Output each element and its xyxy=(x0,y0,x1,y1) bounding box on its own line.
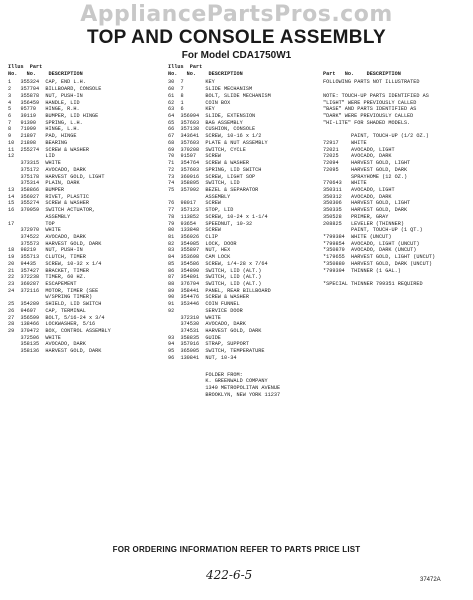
parts-row xyxy=(323,126,471,133)
parts-row: 28 138466 LOCKWASHER, 5/16 xyxy=(8,321,96,328)
parts-row: 77 357123 STOP, LID xyxy=(168,207,234,214)
parts-row: 374522 AVOCADO, DARK xyxy=(8,233,86,240)
document-code: 37472A xyxy=(420,577,441,583)
parts-row: 350311 AVOCADO, LIGHT xyxy=(323,186,395,193)
parts-row: 375573 HARVEST GOLD, DARK xyxy=(8,240,102,247)
parts-row: 375178 HARVEST GOLD, LIGHT xyxy=(8,173,105,180)
parts-row: 374530 AVOCADO, DARK xyxy=(168,321,246,328)
parts-row: "LIGHT" WERE PREVIOUSLY CALLED xyxy=(323,99,417,106)
parts-row: 4 356459 HANDLE, LID xyxy=(8,99,80,106)
parts-row: 95 365005 SWITCH, TEMPERATURE xyxy=(168,348,265,355)
parts-row: 66 357138 CUSHION, CONSOLE xyxy=(168,126,256,133)
parts-row: PAINT, TOUCH-UP (1/2 OZ.) xyxy=(323,133,429,140)
parts-row: *350879 AVOCADO, DARK (UNCUT) xyxy=(323,247,417,254)
parts-row: 72 357603 SPRING, LID SWITCH xyxy=(168,166,262,173)
parts-row: ASSEMBLY xyxy=(8,213,71,220)
parts-row: 15 355274 SCREW & WASHER xyxy=(8,200,89,207)
parts-row: 92 SERVICE DOOR xyxy=(168,307,243,314)
parts-row: 19 355713 CLUTCH, TIMER xyxy=(8,254,86,261)
parts-row: 68 357603 PLATE & NUT ASSEMBLY xyxy=(168,139,268,146)
parts-row: 29 370472 BOX, CONTROL ASSEMBLY xyxy=(8,328,111,335)
parts-row: "DARK" WERE PREVIOUSLY CALLED xyxy=(323,113,414,120)
parts-row: 14 356927 RIVET, PLASTIC xyxy=(8,193,89,200)
parts-row: 60 7 SLIDE MECHANISM xyxy=(168,86,253,93)
parts-row: 87 354891 SWITCH, LID (ALT.) xyxy=(168,274,262,281)
parts-row: 81 356926 CLIP xyxy=(168,233,218,240)
parts-row: 67 343641 SCREW, 10-16 x 1/2 xyxy=(168,133,262,140)
parts-row: 72917 WHITE xyxy=(323,139,367,146)
parts-row: 373315 WHITE xyxy=(8,160,61,167)
parts-row: 375172 AVOCADO, DARK xyxy=(8,166,86,173)
parts-column-2 xyxy=(168,64,318,399)
parts-row: *799854 AVOCADO, LIGHT (UNCUT) xyxy=(323,240,420,247)
parts-row: 18 98219 NUT, PUSH-IN xyxy=(8,247,83,254)
column-header: Part No. DESCRIPTION xyxy=(323,70,401,77)
parts-row: 350528 PRIMER, GRAY xyxy=(323,213,389,220)
parts-row: 372310 WHITE xyxy=(168,314,221,321)
parts-row: 86 354890 SWITCH, LID (ALT.) xyxy=(168,267,262,274)
handwritten-note: 422-6-5 xyxy=(206,568,253,582)
parts-row: 91 353446 COIN FUNNEL xyxy=(168,301,240,308)
parts-row: 76 98017 SCREW xyxy=(168,200,221,207)
ordering-footer: FOR ORDERING INFORMATION REFER TO PARTS PRICE LIST xyxy=(112,545,361,554)
parts-row: 78 113852 SCREW, 10-24 x 1-1/4 xyxy=(168,213,268,220)
parts-row: 8 71099 HINGE, L.H. xyxy=(8,126,80,133)
parts-row: 61 8 BOLT, SLIDE MECHANISM xyxy=(168,92,271,99)
column-header: Illus Part No. No. DESCRIPTION xyxy=(168,64,243,77)
parts-row: 90 354476 SCREW & WASHER xyxy=(168,294,249,301)
parts-row xyxy=(323,274,471,281)
parts-row: 358135 AVOCADO, DARK xyxy=(8,341,86,348)
page-title: TOP AND CONSOLE ASSEMBLY xyxy=(87,27,386,48)
parts-row: 84 353698 CAM LOCK xyxy=(168,254,231,261)
parts-row: *SPECIAL THINNER 799351 REQUIRED xyxy=(323,281,423,287)
parts-row: 3 355878 NUT, PUSH-IN xyxy=(8,92,83,99)
parts-row: 24 372116 MOTOR, TIMER (SEE xyxy=(8,287,99,294)
parts-row: *799394 THINNER (1 GAL.) xyxy=(323,267,401,274)
parts-row: 72025 AVOCADO, DARK xyxy=(323,153,392,160)
parts-row: 21 357427 BRACKET, TIMER xyxy=(8,267,89,274)
watermark: AppliancePartsPros.com xyxy=(80,2,393,27)
parts-row: 2 357704 BILLBOARD, CONSOLE xyxy=(8,86,102,93)
parts-row: NOTE: TOUCH-UP PARTS IDENTIFIED AS xyxy=(323,92,429,99)
parts-row: 20 94435 SCREW, 10-32 x 1/4 xyxy=(8,260,102,267)
parts-row: 80 133848 SCREW xyxy=(168,227,221,234)
parts-row: 73 360916 SCREW, LIGHT SOP xyxy=(168,173,256,180)
parts-row: 9 21897 PAD, HINGE xyxy=(8,133,77,140)
parts-row: 94 357016 STRAP, SUPPORT xyxy=(168,341,249,348)
parts-row: 25 354289 SHIELD, LID SWITCH xyxy=(8,301,102,308)
parts-row: 374531 HARVEST GOLD, DARK xyxy=(168,328,262,335)
parts-row: FOLDER FROM: xyxy=(168,371,243,378)
parts-row: 770643 WHITE xyxy=(323,180,367,187)
parts-row: "BASE" AND PARTS IDENTIFIED AS xyxy=(323,106,417,113)
parts-row: 70 91507 SCREW xyxy=(168,153,221,160)
parts-row: 372970 WHITE xyxy=(8,227,61,234)
parts-row: 372506 WHITE xyxy=(8,334,61,341)
parts-row: W/SPRING TIMER) xyxy=(8,294,93,301)
parts-row: 63 6 KEY xyxy=(168,106,215,113)
parts-row: 75 357092 BEZEL & SEPARATOR xyxy=(168,186,259,193)
parts-row: K. GREENWALD COMPANY xyxy=(168,378,268,385)
parts-row: SPRAYHOME (12 OZ.) xyxy=(323,173,408,180)
parts-row: 82 354085 LOCK, DOOR xyxy=(168,240,237,247)
parts-column-3 xyxy=(323,64,471,288)
parts-row: "HI-LITE" FOR SHADED MODELS. xyxy=(323,119,411,126)
parts-row: 11 255274 SCREW & WASHER xyxy=(8,146,89,153)
parts-row: 358136 HARVEST GOLD, DARK xyxy=(8,348,102,355)
parts-row: ASSEMBLY xyxy=(168,193,231,200)
parts-row: 23 369287 ESCAPEMENT xyxy=(8,281,77,287)
parts-row: 1340 METROPOLITAN AVENUE xyxy=(168,385,281,392)
parts-row: 72094 HARVEST GOLD, LIGHT xyxy=(323,160,411,167)
parts-row: 375314 PLAIN, DARK xyxy=(8,180,80,187)
parts-row: 5 95770 HINGE, R.H. xyxy=(8,106,80,113)
parts-row: 96 130841 NUT, 10-34 xyxy=(168,354,237,361)
parts-row: 350312 AVOCADO, DARK xyxy=(323,193,392,200)
parts-row: 93 358835 GUIDE xyxy=(168,334,221,341)
parts-row: 83 355897 NUT, HEX xyxy=(168,247,231,254)
parts-row: 26 94697 CAP, TERMINAL xyxy=(8,307,86,314)
parts-row: 1 355324 CAP, END L.H. xyxy=(8,79,86,86)
parts-row: 69 370208 SWITCH, CYCLE xyxy=(168,146,246,153)
parts-row: 79 93654 SPEEDNUT, 10-32 xyxy=(168,220,253,227)
parts-row: 13 358866 BUMPER xyxy=(8,186,65,193)
parts-row: BROOKLYN, NEW YORK 11237 xyxy=(168,391,281,398)
parts-row: 72095 HARVEST GOLD, DARK xyxy=(323,166,408,173)
parts-row: *799384 WHITE (UNCUT) xyxy=(323,233,392,240)
parts-row: 71 354764 SCREW & WASHER xyxy=(168,160,249,167)
parts-row: 350306 HARVEST GOLD, LIGHT xyxy=(323,200,411,207)
parts-row: 22 372238 TIMER, 60 HZ. xyxy=(8,274,86,281)
parts-row: 208825 LEVELER (THINNER) xyxy=(323,220,404,227)
parts-row xyxy=(323,86,471,93)
parts-row: PAINT, TOUCH-UP (1 QT.) xyxy=(323,227,423,234)
parts-row: 74 358895 SWITCH, LID xyxy=(168,180,240,187)
parts-row: 16 370959 SWITCH ACTUATOR, xyxy=(8,207,96,214)
model-subtitle: For Model CDA1750W1 xyxy=(181,50,292,61)
parts-row: 7 91390 SPRING, L.H. xyxy=(8,119,83,126)
parts-column-1 xyxy=(8,64,158,355)
parts-row: 65 357603 BAG ASSEMBLY xyxy=(168,119,243,126)
parts-row: FOLLOWING PARTS NOT ILLUSTRATED xyxy=(323,79,420,86)
parts-row: 17 TOP xyxy=(8,220,55,227)
parts-row: 12 LID xyxy=(8,153,55,160)
parts-row: 85 354586 SCREW, 1/4-28 x 7/64 xyxy=(168,260,268,267)
parts-row: *350880 HARVEST GOLD, DARK (UNCUT) xyxy=(323,260,432,267)
parts-row: 64 356994 SLIDE, EXTENSION xyxy=(168,113,256,120)
parts-row: 27 356599 BOLT, 5/16-24 x 3/4 xyxy=(8,314,105,321)
parts-row: *179655 HARVEST GOLD, LIGHT (UNCUT) xyxy=(323,254,436,261)
parts-row: 89 358441 PANEL, REAR BILLBOARD xyxy=(168,287,271,294)
parts-row: 30 7 KEY xyxy=(168,79,215,86)
parts-row: 72021 AVOCADO, LIGHT xyxy=(323,146,395,153)
parts-row: 10 21898 BEARING xyxy=(8,139,68,146)
parts-row: 62 1 COIN BOX xyxy=(168,99,231,106)
parts-row: 88 376704 SWITCH, LID (ALT.) xyxy=(168,281,262,287)
parts-row: 350335 HARVEST GOLD, DARK xyxy=(323,207,408,214)
parts-row: 6 39119 BUMPER, LID HINGE xyxy=(8,113,99,120)
column-header: Illus Part No. No. DESCRIPTION xyxy=(8,64,83,77)
